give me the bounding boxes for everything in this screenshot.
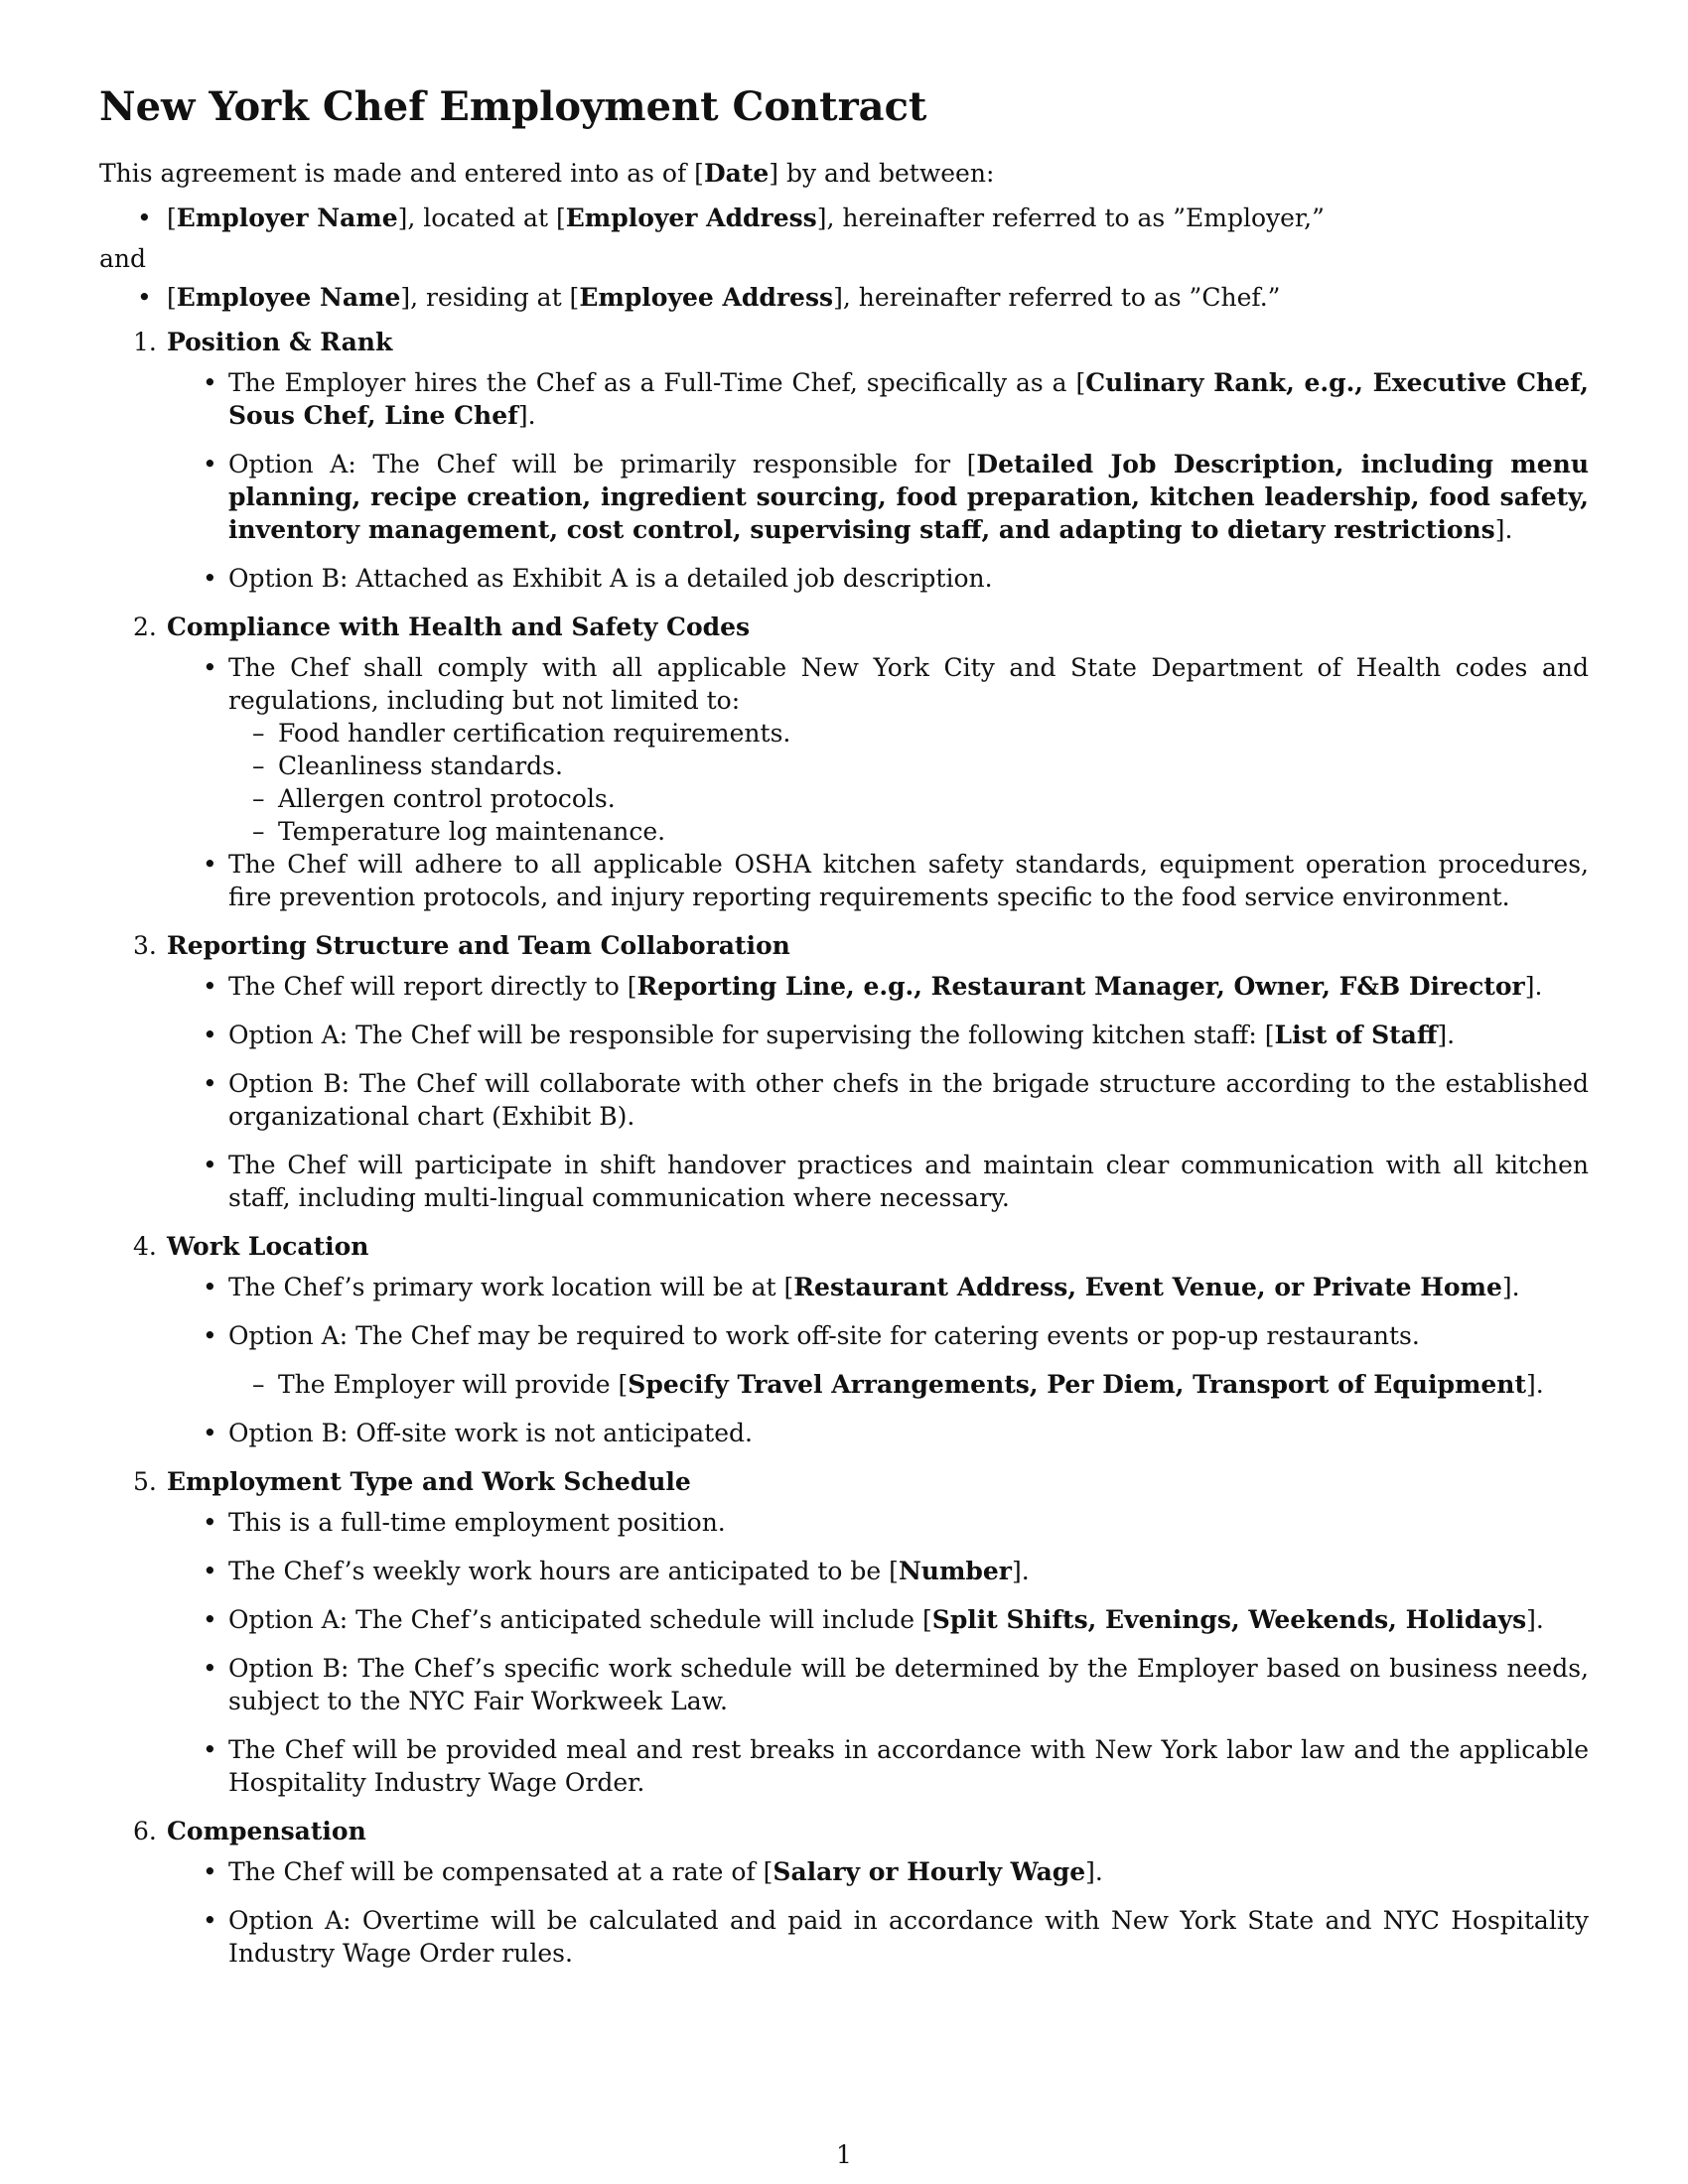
sub-list	[228, 1368, 1589, 1401]
section-work-location	[133, 1230, 1589, 1449]
section-items	[167, 970, 1589, 1214]
date-placeholder: Date	[703, 159, 770, 188]
page-number: 1	[836, 2140, 852, 2169]
section-title: Position & Rank	[167, 328, 393, 356]
sub-item: – Food handler certification requirements.	[278, 717, 1589, 750]
section-employment-type	[133, 1465, 1589, 1799]
item-text-end: ].	[1524, 972, 1543, 1001]
item-text-end: ].	[1501, 1273, 1520, 1301]
section-compensation	[133, 1815, 1589, 1970]
item-text-end: ].	[1526, 1605, 1544, 1634]
job-description-placeholder: Detailed Job Description, including menu planning, recipe creation, ingredient sourcing, food preparation, kitchen leadership, food safety, inventory management, cost control, supervising staff, and adapting to dietary restrictions	[228, 450, 1589, 544]
section-title: Reporting Structure and Team Collaboration	[167, 931, 790, 960]
list-item: • The Chef will participate in shift handover practices and maintain clear communication with all kitchen staff, including multi-lingual communication where necessary.	[228, 1149, 1589, 1214]
list-item	[228, 1271, 1589, 1303]
item-text: The Chef will report directly to [	[228, 972, 637, 1001]
work-location-placeholder: Restaurant Address, Event Venue, or Private Home	[793, 1273, 1502, 1301]
item-text: The Chef’s weekly work hours are anticipated to be [	[228, 1557, 899, 1585]
employee-party	[167, 281, 1589, 314]
list-item	[228, 448, 1589, 546]
list-item: • Option A: Overtime will be calculated and paid in accordance with New York State and NYC Hospitality Industry Wage Order rules.	[228, 1904, 1589, 1970]
employee-text-post: ], hereinafter referred to as ”Chef.”	[833, 283, 1281, 312]
item-text: Option A: The Chef will be primarily responsible for [	[228, 450, 977, 478]
list-item	[228, 1855, 1589, 1888]
section-number: 2.	[133, 613, 157, 641]
section-number: 5.	[133, 1467, 157, 1496]
section-items	[167, 1506, 1589, 1799]
travel-arrangements-placeholder: Specify Travel Arrangements, Per Diem, Transport of Equipment	[628, 1370, 1527, 1399]
item-text-end: ].	[1437, 1021, 1456, 1049]
list-item	[228, 651, 1589, 848]
item-text-end: ].	[1494, 515, 1513, 544]
employer-text-post: ], hereinafter referred to as ”Employer,”	[816, 204, 1325, 232]
section-health-safety	[133, 611, 1589, 913]
list-item	[228, 1603, 1589, 1636]
section-number: 6.	[133, 1817, 157, 1845]
sub-item	[278, 1368, 1589, 1401]
employee-address-placeholder: Employee Address	[579, 283, 834, 312]
employer-bracket: [	[167, 204, 177, 232]
list-item	[228, 366, 1589, 432]
sub-item: – Cleanliness standards.	[278, 750, 1589, 782]
employer-list	[99, 202, 1589, 234]
staff-list-placeholder: List of Staff	[1274, 1021, 1438, 1049]
intro-paragraph	[99, 157, 1589, 190]
item-text: Option A: The Chef will be responsible for supervising the following kitchen staff: [	[228, 1021, 1275, 1049]
item-text: The Employer hires the Chef as a Full-Time Chef, specifically as a [	[228, 368, 1086, 397]
employee-list	[99, 281, 1589, 314]
section-items	[167, 1271, 1589, 1449]
section-position-rank	[133, 326, 1589, 595]
item-text-end: ].	[517, 401, 536, 430]
section-title: Compensation	[167, 1817, 366, 1845]
employee-bracket: [	[167, 283, 177, 312]
item-text: The Employer will provide [	[278, 1370, 629, 1399]
list-item: • The Chef will be provided meal and rest breaks in accordance with New York labor law and the applicable Hospitality Industry Wage Order.	[228, 1733, 1589, 1799]
section-number: 3.	[133, 931, 157, 960]
employee-text-mid: ], residing at [	[400, 283, 580, 312]
section-title: Work Location	[167, 1232, 369, 1261]
list-item	[228, 970, 1589, 1003]
schedule-placeholder: Split Shifts, Evenings, Weekends, Holidays	[931, 1605, 1527, 1634]
section-title: Employment Type and Work Schedule	[167, 1467, 691, 1496]
list-item: • This is a full-time employment position.	[228, 1506, 1589, 1539]
employee-name-placeholder: Employee Name	[176, 283, 401, 312]
list-item	[228, 1319, 1589, 1401]
and-text: and	[99, 244, 147, 273]
sub-item: – Temperature log maintenance.	[278, 815, 1589, 848]
sub-item: – Allergen control protocols.	[278, 782, 1589, 815]
list-item: • Option B: The Chef will collaborate with other chefs in the brigade structure according to the established organizational chart (Exhibit B).	[228, 1067, 1589, 1133]
contract-page	[99, 83, 1589, 1985]
reporting-line-placeholder: Reporting Line, e.g., Restaurant Manager, Owner, F&B Director	[636, 972, 1525, 1001]
employer-text-mid: ], located at [	[397, 204, 566, 232]
item-text: The Chef will be compensated at a rate of [	[228, 1857, 774, 1886]
item-text-end: ].	[1526, 1370, 1544, 1399]
section-title: Compliance with Health and Safety Codes	[167, 613, 751, 641]
employer-party	[167, 202, 1589, 234]
section-number: 4.	[133, 1232, 157, 1261]
contract-sections	[99, 326, 1589, 1970]
work-hours-placeholder: Number	[898, 1557, 1012, 1585]
list-item: • The Chef will adhere to all applicable OSHA kitchen safety standards, equipment operation procedures, fire prevention protocols, and injury reporting requirements specific to the food service environment.	[228, 848, 1589, 913]
list-item	[228, 1555, 1589, 1587]
item-text: The Chef shall comply with all applicable New York City and State Department of Health codes and regulations, including but not limited to:	[228, 653, 1589, 715]
section-items	[167, 366, 1589, 595]
document-title: New York Chef Employment Contract	[99, 83, 927, 130]
culinary-rank-placeholder: Culinary Rank, e.g., Executive Chef, Sous Chef, Line Chef	[228, 368, 1589, 430]
section-reporting-structure	[133, 929, 1589, 1214]
list-item: • Option B: Off-site work is not anticipated.	[228, 1417, 1589, 1449]
item-text: Option A: The Chef’s anticipated schedule will include [	[228, 1605, 932, 1634]
list-item	[228, 1019, 1589, 1051]
item-text-end: ].	[1011, 1557, 1030, 1585]
section-items	[167, 651, 1589, 913]
intro-text-after: ] by and between:	[769, 159, 995, 188]
employer-address-placeholder: Employer Address	[565, 204, 817, 232]
list-item: • Option B: Attached as Exhibit A is a detailed job description.	[228, 562, 1589, 595]
section-items	[167, 1855, 1589, 1970]
item-text: Option A: The Chef may be required to work off-site for catering events or pop-up restaurants.	[228, 1321, 1420, 1350]
intro-text-before: This agreement is made and entered into as of [	[99, 159, 704, 188]
section-number: 1.	[133, 328, 157, 356]
sub-list	[228, 717, 1589, 848]
item-text: The Chef’s primary work location will be at [	[228, 1273, 794, 1301]
employer-name-placeholder: Employer Name	[176, 204, 398, 232]
item-text-end: ].	[1085, 1857, 1103, 1886]
list-item: • Option B: The Chef’s specific work schedule will be determined by the Employer based on business needs, subject to the NYC Fair Workweek Law.	[228, 1652, 1589, 1717]
compensation-placeholder: Salary or Hourly Wage	[773, 1857, 1086, 1886]
